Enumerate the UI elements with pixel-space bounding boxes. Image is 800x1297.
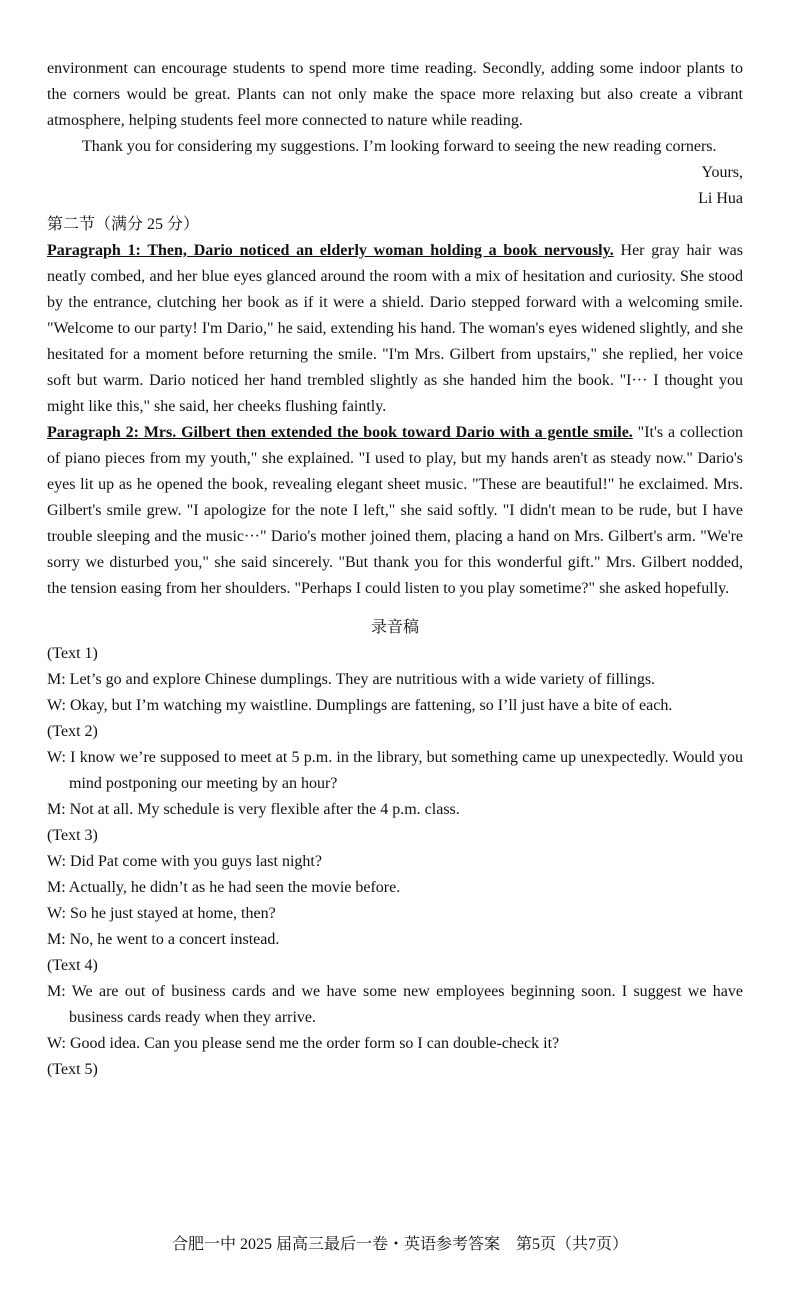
transcript-line: M: We are out of business cards and we have some new employees beginning soon. I suggest we have business cards ready when they arrive. [47, 983, 743, 1026]
transcript-line: M: No, he went to a concert instead. [47, 931, 280, 948]
transcript-line: M: Let’s go and explore Chinese dumplings. They are nutritious with a wide variety of fillings. [47, 671, 656, 688]
transcript-line: (Text 1) [47, 645, 98, 662]
transcript-title: 录音稿 [370, 619, 419, 636]
letter-signature: Li Hua [698, 190, 743, 207]
paragraph-1-label: Paragraph 1: Then, Dario noticed an elderly woman holding a book nervously. [47, 242, 614, 259]
paragraph-2-label: Paragraph 2: Mrs. Gilbert then extended the book toward Dario with a gentle smile. [47, 424, 633, 441]
transcript-line: W: I know we’re supposed to meet at 5 p.m. in the library, but something came up unexpectedly. Would you mind postponing our meeting by an hour? [47, 749, 743, 792]
transcript-line: W: Good idea. Can you please send me the order form so I can double-check it? [47, 1035, 560, 1052]
paragraph-1-text: Her gray hair was neatly combed, and her blue eyes glanced around the room with a mix of hesitation and curiosity. She stood by the entrance, clutching her book as if it were a shield. Dario stepped forward with a welcoming smile. "Welcome to our party! I'm Dario," he said, extending his hand. The woman's eyes widened slightly, and she hesitated for a moment before returning the smile. "I'm Mrs. Gilbert from upstairs," she replied, her voice soft but warm. Dario noticed her hand trembled slightly as she handed him the book. "I··· I thought you might like this," she said, her cheeks flushing faintly. [47, 242, 744, 415]
paragraph-2-text: "It's a collection of piano pieces from my youth," she explained. "I used to play, but my hands aren't as steady now." Dario's eyes lit up as he opened the book, revealing elegant sheet music. "These are beautiful!" he exclaimed. Mrs. Gilbert's smile grew. "I apologize for the note I left," she said softly. "I didn't mean to be rude, but I have trouble sleeping and the music···" Dario's mother joined them, placing a hand on Mrs. Gilbert's arm. "We're sorry we disturbed you," she said sincerely. "But thank you for this wonderful gift." Mrs. Gilbert nodded, the tension easing from her shoulders. "Perhaps I could listen to you play sometime?" she asked hopefully. [47, 424, 743, 597]
transcript-line: M: Actually, he didn’t as he had seen the movie before. [47, 879, 401, 896]
transcript-line: W: Okay, but I’m watching my waistline. Dumplings are fattening, so I’ll just have a bite of each. [47, 697, 673, 714]
paragraph-2 [47, 420, 743, 602]
page-body [47, 56, 743, 1083]
transcript-line: W: Did Pat come with you guys last night? [47, 853, 322, 870]
transcript-line: W: So he just stayed at home, then? [47, 905, 276, 922]
page-footer: 合肥一中 2025 届高三最后一卷・英语参考答案 第5页（共7页） [171, 1236, 628, 1253]
transcript-line: (Text 4) [47, 957, 98, 974]
transcript-line: (Text 3) [47, 827, 98, 844]
section-heading: 第二节（满分 25 分） [47, 216, 200, 233]
transcript-line: (Text 5) [47, 1061, 98, 1078]
letter-paragraph-1: environment can encourage students to spend more time reading. Secondly, adding some indoor plants to the corners would be great. Plants can not only make the space more relaxing but also create a vibrant atmosphere, helping students feel more connected to nature while reading. [47, 60, 743, 129]
paragraph-1 [47, 238, 743, 420]
letter-closing: Yours, [701, 164, 743, 181]
transcript-lines [47, 641, 743, 1083]
letter-paragraph-2: Thank you for considering my suggestions. I’m looking forward to seeing the new reading corners. [82, 138, 717, 155]
transcript-line: (Text 2) [47, 723, 98, 740]
transcript-line: M: Not at all. My schedule is very flexible after the 4 p.m. class. [47, 801, 460, 818]
